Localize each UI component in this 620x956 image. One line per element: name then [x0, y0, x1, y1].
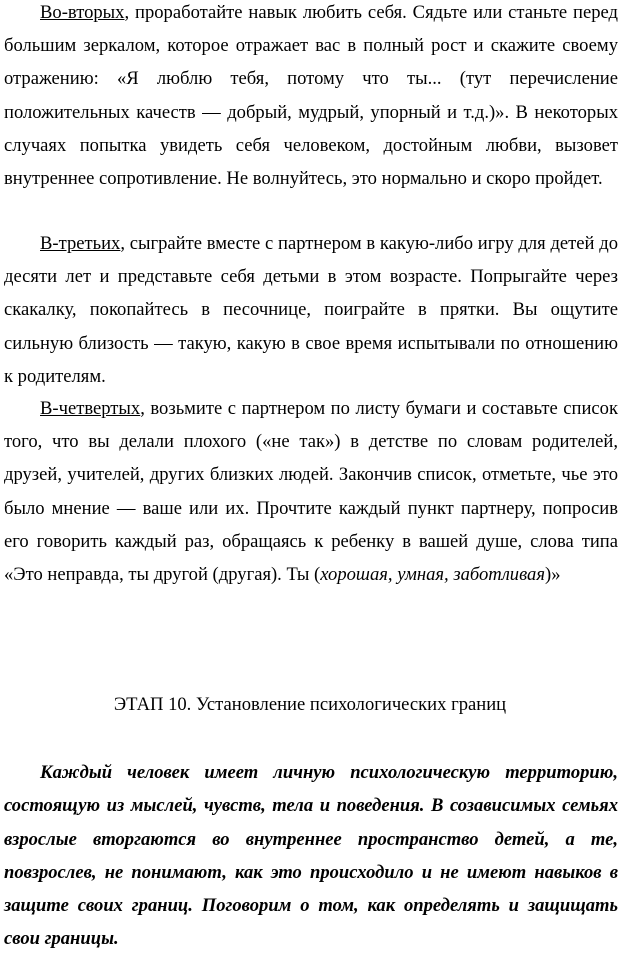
- paragraph-third: [4, 227, 618, 393]
- italic-qualities: хорошая, умная, заботливая: [320, 564, 545, 586]
- emphasis-paragraph: [4, 756, 618, 956]
- section-heading: ЭТАП 10. Установление психологических границ: [113, 694, 507, 715]
- paragraph-second: [4, 0, 618, 195]
- paragraph-tail: )»: [545, 564, 561, 586]
- emphasis-text: Каждый человек имеет личную психологическую территорию, состоящую из мыслей, чувств, тела и поведения. В созависимых семьях взрослые вторгаются во внутреннее пространство детей, а те, повзрослев, не понимают, как это происходило и не имеют навыков в защите своих границ. Поговорим о том, как определять и защищать свои границы.: [4, 762, 618, 950]
- paragraph-text: , возьмите с партнером по листу бумаги и составьте список того, что вы делали плохого («не так») в детстве по словам родителей, друзей, учителей, других близких людей. Закончив список, отметьте, чье это было мнение — ваше или их. Прочтите каждый пункт партнеру, попросив его говорить каждый раз, обращаясь к ребенку в вашей душе, слова типа «Это неправда, ты другой (другая). Ты (: [4, 398, 618, 586]
- lead-word: В-четвертых: [40, 398, 141, 419]
- lead-word: В-третьих: [40, 233, 121, 254]
- paragraph-text: , проработайте навык любить себя. Сядьте или станьте перед большим зеркалом, которое отражает вас в полный рост и скажите своему отражению: «Я люблю тебя, потому что ты... (тут перечисление положительных качеств — добрый, мудрый, упорный и т.д.)». В некоторых случаях попытка увидеть себя человеком, достойным любви, вызовет внутреннее сопротивление. Не волнуйтесь, это нормально и скоро пройдет.: [4, 2, 618, 190]
- lead-word: Во-вторых: [40, 2, 125, 23]
- paragraph-text: , сыграйте вместе с партнером в какую-либо игру для детей до десяти лет и представьте себя детьми в этом возрасте. Попрыгайте через скакалку, покопайтесь в песочнице, поиграйте в прятки. Вы ощутите сильную близость — такую, какую в свое время испытывали по отношению к родителям.: [4, 233, 618, 387]
- paragraph-fourth: [4, 392, 618, 591]
